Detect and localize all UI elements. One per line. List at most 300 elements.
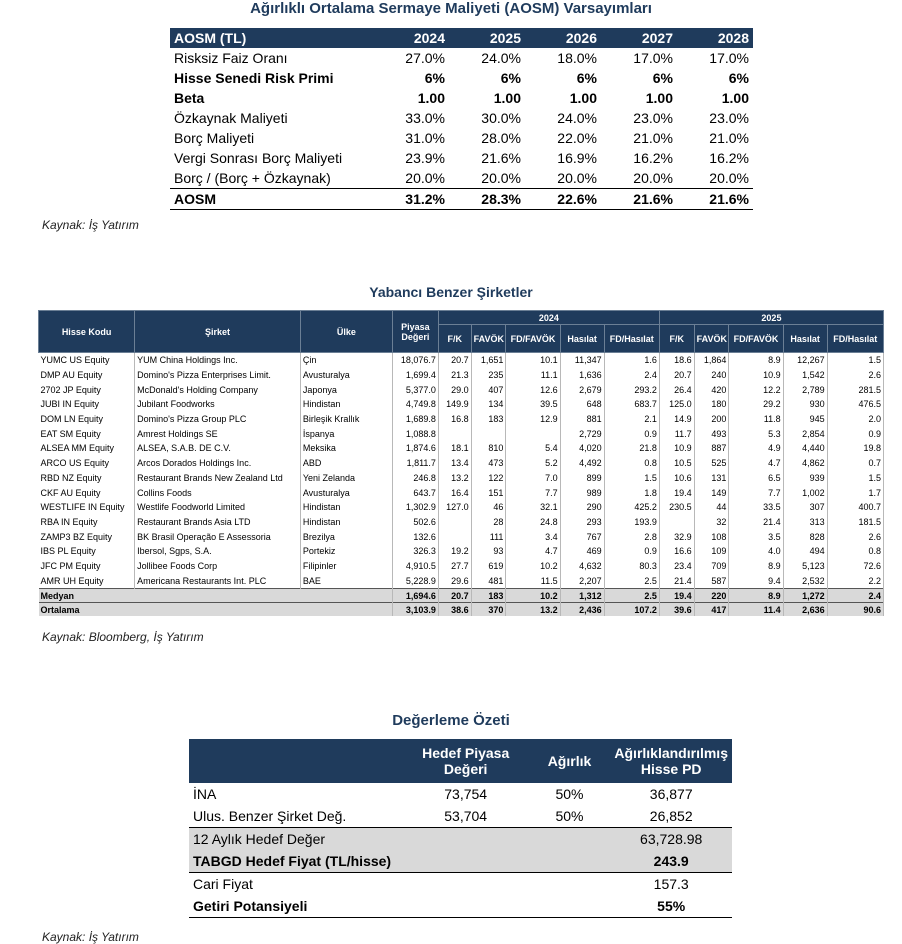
peer-value: 11.7 [659, 426, 694, 441]
peer-country: ABD [300, 456, 392, 471]
peer-row [39, 529, 884, 544]
wacc-title: Ağırlıklı Ortalama Sermaye Maliyeti (AOSM) Varsayımları [250, 0, 652, 17]
peer-value: 193.9 [604, 515, 659, 530]
peer-value: 4,910.5 [392, 559, 438, 574]
wacc-row-value: 1.00 [645, 90, 673, 106]
peer-ticker: RBA IN Equity [39, 515, 135, 530]
peer-average-value: 370 [471, 603, 506, 617]
peer-value: 281.5 [827, 382, 883, 397]
wacc-total-value: 21.6% [677, 189, 753, 210]
target-price-label: TABGD Hedef Fiyat (TL/hisse) [189, 850, 403, 873]
peer-median-value: 1,312 [560, 589, 604, 603]
peer-value: 293.2 [604, 382, 659, 397]
peer-country: Filipinler [300, 559, 392, 574]
peer-value: 8.9 [729, 559, 783, 574]
peer-value: 10.5 [659, 456, 694, 471]
peer-value: 828 [783, 529, 827, 544]
peer-ticker: JFC PM Equity [39, 559, 135, 574]
peer-value: 5.4 [506, 441, 560, 456]
wacc-row-value: 6% [500, 70, 521, 86]
peers-subheader: FD/Hasılat [604, 325, 659, 353]
peer-value: 7.7 [506, 485, 560, 500]
peer-median-value: 2.4 [827, 589, 883, 603]
peer-company: Jubilant Foodworks [135, 397, 301, 412]
peer-value: 2.4 [604, 368, 659, 383]
valuation-header-weighted: Ağırlıklandırılmış Hisse PD [610, 739, 732, 783]
wacc-row-value: 24.0% [481, 50, 521, 66]
valuation-row-weight: 50% [555, 786, 584, 802]
peers-header-country: Ülke [300, 311, 392, 353]
wacc-table [170, 28, 753, 210]
peer-value: 2,729 [560, 426, 604, 441]
wacc-row-value: 1.00 [721, 90, 749, 106]
peer-value: 32 [694, 515, 729, 530]
peer-row [39, 500, 884, 515]
peer-value: 21.4 [659, 573, 694, 588]
peers-header-row-1 [39, 311, 884, 325]
peer-company: McDonald's Holding Company [135, 382, 301, 397]
peer-value: 1,636 [560, 368, 604, 383]
peer-value: 19.4 [659, 485, 694, 500]
wacc-row [170, 88, 753, 108]
peer-ticker: ALSEA MM Equity [39, 441, 135, 456]
peer-value: 44 [694, 500, 729, 515]
valuation-row-value: 53,704 [444, 808, 488, 824]
peer-value: 881 [560, 412, 604, 427]
peer-value: 11.1 [506, 368, 560, 383]
peer-country: Brezilya [300, 529, 392, 544]
peer-value: 1,542 [783, 368, 827, 383]
wacc-row-value: 17.0% [633, 50, 673, 66]
peer-value: 481 [471, 573, 506, 588]
peer-median-label: Medyan [39, 589, 393, 603]
wacc-row-label: Risksiz Faiz Oranı [174, 50, 288, 66]
peer-row [39, 412, 884, 427]
peer-value: 132.6 [392, 529, 438, 544]
peer-row [39, 441, 884, 456]
wacc-row-label: Vergi Sonrası Borç Maliyeti [174, 150, 343, 166]
peer-median-value: 1,272 [783, 589, 827, 603]
wacc-row-value: 21.6% [481, 150, 521, 166]
peer-value: 181.5 [827, 515, 883, 530]
peer-value: 246.8 [392, 471, 438, 486]
peer-country: Avusturalya [300, 368, 392, 383]
wacc-row-value: 18.0% [557, 50, 597, 66]
valuation-source: Kaynak: İş Yatırım [42, 930, 139, 944]
peer-median-value: 19.4 [659, 589, 694, 603]
peer-median-value: 10.2 [506, 589, 560, 603]
peer-value: 240 [694, 368, 729, 383]
peer-value: 326.3 [392, 544, 438, 559]
peer-value: 20.7 [659, 368, 694, 383]
wacc-row-label: Beta [174, 90, 205, 106]
peer-value: 643.7 [392, 485, 438, 500]
peer-value: 1,302.9 [392, 500, 438, 515]
peer-value: 72.6 [827, 559, 883, 574]
wacc-row-value: 17.0% [709, 50, 749, 66]
peer-average-value: 90.6 [827, 603, 883, 617]
upside-value: 55% [610, 895, 732, 918]
peer-value: 1.7 [827, 485, 883, 500]
wacc-row-value: 16.9% [557, 150, 597, 166]
peer-value: 0.9 [604, 426, 659, 441]
peer-average-value: 11.4 [729, 603, 783, 617]
peer-value: 493 [694, 426, 729, 441]
peers-subheader: Hasılat [783, 325, 827, 353]
peer-value: 2.6 [827, 368, 883, 383]
peer-value: 183 [471, 412, 506, 427]
peer-value: 10.6 [659, 471, 694, 486]
peer-value: 29.6 [438, 573, 471, 588]
wacc-row-value: 20.0% [405, 170, 445, 186]
peer-value: 8.9 [729, 353, 783, 368]
peer-value: 4,440 [783, 441, 827, 456]
peer-ticker: EAT SM Equity [39, 426, 135, 441]
peer-value: 2.2 [827, 573, 883, 588]
peer-value: 494 [783, 544, 827, 559]
peer-row [39, 485, 884, 500]
valuation-target-value-row [189, 828, 732, 851]
peer-value: 20.7 [438, 353, 471, 368]
valuation-upside-row [189, 895, 732, 918]
peer-company: YUM China Holdings Inc. [135, 353, 301, 368]
peer-value: 7.0 [506, 471, 560, 486]
wacc-row-value: 23.0% [633, 110, 673, 126]
peer-value: 810 [471, 441, 506, 456]
wacc-header-year: 2027 [601, 28, 677, 48]
peer-value: 5.3 [729, 426, 783, 441]
peer-value: 235 [471, 368, 506, 383]
peer-value: 21.4 [729, 515, 783, 530]
peer-value: 46 [471, 500, 506, 515]
peer-average-value: 2,436 [560, 603, 604, 617]
wacc-row-value: 6% [424, 70, 445, 86]
peer-value: 111 [471, 529, 506, 544]
wacc-row-value: 21.0% [709, 130, 749, 146]
peer-row [39, 471, 884, 486]
current-price-value: 157.3 [610, 873, 732, 896]
peer-value: 26.4 [659, 382, 694, 397]
peer-value: 80.3 [604, 559, 659, 574]
peers-subheader: F/K [659, 325, 694, 353]
wacc-row-value: 20.0% [481, 170, 521, 186]
peer-value: 108 [694, 529, 729, 544]
peer-value: 12.2 [729, 382, 783, 397]
peer-value [438, 426, 471, 441]
peer-value: 2,789 [783, 382, 827, 397]
peer-value: 10.1 [506, 353, 560, 368]
peer-ticker: RBD NZ Equity [39, 471, 135, 486]
peer-value: 587 [694, 573, 729, 588]
peer-value: 14.9 [659, 412, 694, 427]
wacc-row-value: 16.2% [633, 150, 673, 166]
peer-value: 23.4 [659, 559, 694, 574]
peer-ticker: DMP AU Equity [39, 368, 135, 383]
wacc-row-value: 21.0% [633, 130, 673, 146]
wacc-row-value: 1.00 [569, 90, 597, 106]
peer-value: 1.5 [827, 471, 883, 486]
wacc-header-year: 2025 [449, 28, 525, 48]
peer-value [438, 515, 471, 530]
peer-value: 502.6 [392, 515, 438, 530]
peer-value: 10.2 [506, 559, 560, 574]
valuation-row-value: 73,754 [444, 786, 488, 802]
wacc-row-value: 28.0% [481, 130, 521, 146]
wacc-row-value: 23.0% [709, 110, 749, 126]
peer-country: Japonya [300, 382, 392, 397]
peer-value: 2,854 [783, 426, 827, 441]
peer-company: Americana Restaurants Int. PLC [135, 573, 301, 588]
peer-value: 930 [783, 397, 827, 412]
peer-company: Restaurant Brands Asia LTD [135, 515, 301, 530]
peer-average-value: 107.2 [604, 603, 659, 617]
peer-value: 1,874.6 [392, 441, 438, 456]
peer-value: 10.9 [659, 441, 694, 456]
peer-value: 4,749.8 [392, 397, 438, 412]
peer-average-value: 39.6 [659, 603, 694, 617]
peer-company: ALSEA, S.A.B. DE C.V. [135, 441, 301, 456]
wacc-row-value: 1.00 [417, 90, 445, 106]
peer-value: 127.0 [438, 500, 471, 515]
peer-value: 19.8 [827, 441, 883, 456]
wacc-total-value: 31.2% [373, 189, 449, 210]
wacc-row-value: 22.0% [557, 130, 597, 146]
peer-value: 18.1 [438, 441, 471, 456]
valuation-title: Değerleme Özeti [392, 712, 510, 729]
peer-company: Domino's Pizza Enterprises Limit. [135, 368, 301, 383]
peers-subheader: FD/FAVÖK [506, 325, 560, 353]
peer-value: 18,076.7 [392, 353, 438, 368]
peer-value: 29.2 [729, 397, 783, 412]
peer-value: 4,862 [783, 456, 827, 471]
peer-value: 4,020 [560, 441, 604, 456]
peer-value: 5,123 [783, 559, 827, 574]
peer-value: 16.8 [438, 412, 471, 427]
peer-median-value: 1,694.6 [392, 589, 438, 603]
peer-value: 39.5 [506, 397, 560, 412]
peer-country: İspanya [300, 426, 392, 441]
peer-value: 19.2 [438, 544, 471, 559]
peer-value: 33.5 [729, 500, 783, 515]
wacc-total-label: AOSM [170, 189, 373, 210]
peer-row [39, 382, 884, 397]
wacc-total-value: 28.3% [449, 189, 525, 210]
peer-average-value: 38.6 [438, 603, 471, 617]
peer-value: 0.9 [827, 426, 883, 441]
peer-country: Yeni Zelanda [300, 471, 392, 486]
peer-value: 149 [694, 485, 729, 500]
peer-row [39, 573, 884, 588]
peer-value: 131 [694, 471, 729, 486]
peer-value: 13.2 [438, 471, 471, 486]
peer-value: 1.5 [604, 471, 659, 486]
peers-title: Yabancı Benzer Şirketler [369, 284, 533, 300]
wacc-row-value: 20.0% [709, 170, 749, 186]
peer-ticker: ARCO US Equity [39, 456, 135, 471]
peer-value: 1.8 [604, 485, 659, 500]
peer-value: 11.5 [506, 573, 560, 588]
current-price-label: Cari Fiyat [189, 873, 403, 896]
peer-row [39, 353, 884, 368]
valuation-row-weight: 50% [555, 808, 584, 824]
peer-value: 1,088.8 [392, 426, 438, 441]
wacc-header-year: 2024 [373, 28, 449, 48]
wacc-row [170, 68, 753, 88]
peer-average-label: Ortalama [39, 603, 393, 617]
peer-country: Hindistan [300, 500, 392, 515]
peer-median-row [39, 589, 884, 603]
wacc-row-value: 27.0% [405, 50, 445, 66]
wacc-row [170, 108, 753, 128]
peer-value: 4,632 [560, 559, 604, 574]
peer-value: 683.7 [604, 397, 659, 412]
peer-value: 7.7 [729, 485, 783, 500]
wacc-total-value: 22.6% [525, 189, 601, 210]
peer-value: 149.9 [438, 397, 471, 412]
valuation-table [189, 739, 732, 918]
peer-country: Meksika [300, 441, 392, 456]
peer-value: 122 [471, 471, 506, 486]
peer-value: 151 [471, 485, 506, 500]
wacc-header-year: 2028 [677, 28, 753, 48]
valuation-header-weight: Ağırlık [529, 739, 611, 783]
peer-value: 473 [471, 456, 506, 471]
peer-ticker: ZAMP3 BZ Equity [39, 529, 135, 544]
peer-country: Avusturalya [300, 485, 392, 500]
peer-ticker: DOM LN Equity [39, 412, 135, 427]
peer-value: 12.6 [506, 382, 560, 397]
peer-value: 4,492 [560, 456, 604, 471]
wacc-row-value: 33.0% [405, 110, 445, 126]
peer-average-value: 417 [694, 603, 729, 617]
peer-company: Arcos Dorados Holdings Inc. [135, 456, 301, 471]
peer-country: Birleşik Krallık [300, 412, 392, 427]
peer-value [438, 529, 471, 544]
peer-row [39, 559, 884, 574]
peer-row [39, 368, 884, 383]
peer-company: BK Brasil Operação E Assessoria [135, 529, 301, 544]
peer-value: 5.2 [506, 456, 560, 471]
peer-value: 2.6 [827, 529, 883, 544]
peers-subheader: FAVÖK [694, 325, 729, 353]
peer-value: 16.6 [659, 544, 694, 559]
peer-value: 1,699.4 [392, 368, 438, 383]
peer-value: 2.8 [604, 529, 659, 544]
peer-country: Çin [300, 353, 392, 368]
wacc-row-value: 6% [576, 70, 597, 86]
peer-value: 16.4 [438, 485, 471, 500]
peer-company: Collins Foods [135, 485, 301, 500]
peer-value: 425.2 [604, 500, 659, 515]
peer-value: 2,207 [560, 573, 604, 588]
wacc-header-row [170, 28, 753, 48]
peer-value: 887 [694, 441, 729, 456]
peer-value: 21.8 [604, 441, 659, 456]
peer-value: 0.8 [827, 544, 883, 559]
peers-subheader: FD/Hasılat [827, 325, 883, 353]
wacc-row [170, 148, 753, 168]
peer-value: 12,267 [783, 353, 827, 368]
peer-value: 313 [783, 515, 827, 530]
peer-company: Amrest Holdings SE [135, 426, 301, 441]
wacc-row-label: Borç Maliyeti [174, 130, 255, 146]
peer-row [39, 397, 884, 412]
wacc-row-value: 24.0% [557, 110, 597, 126]
peer-value: 29.0 [438, 382, 471, 397]
peer-value: 6.5 [729, 471, 783, 486]
wacc-row-value: 30.0% [481, 110, 521, 126]
peer-value: 3.4 [506, 529, 560, 544]
peer-ticker: AMR UH Equity [39, 573, 135, 588]
upside-label: Getiri Potansiyeli [189, 895, 403, 918]
peer-value: 767 [560, 529, 604, 544]
peer-value: 4.0 [729, 544, 783, 559]
peer-average-row [39, 603, 884, 617]
peers-subheader: Hasılat [560, 325, 604, 353]
peer-ticker: JUBI IN Equity [39, 397, 135, 412]
peer-value: 619 [471, 559, 506, 574]
peer-company: Jollibee Foods Corp [135, 559, 301, 574]
peer-value: 290 [560, 500, 604, 515]
peer-average-value: 2,636 [783, 603, 827, 617]
valuation-row-label: İNA [193, 786, 217, 802]
peer-median-value: 183 [471, 589, 506, 603]
peer-value: 469 [560, 544, 604, 559]
peer-value: 5,377.0 [392, 382, 438, 397]
peers-header-company: Şirket [135, 311, 301, 353]
peer-value: 945 [783, 412, 827, 427]
peer-value: 420 [694, 382, 729, 397]
peer-value: 230.5 [659, 500, 694, 515]
wacc-total-row [170, 189, 753, 210]
wacc-row-value: 20.0% [633, 170, 673, 186]
wacc-row-value: 6% [652, 70, 673, 86]
peer-value: 0.8 [604, 456, 659, 471]
peer-country: BAE [300, 573, 392, 588]
peer-value: 407 [471, 382, 506, 397]
wacc-row-value: 1.00 [493, 90, 521, 106]
peer-value: 1,864 [694, 353, 729, 368]
peer-value: 307 [783, 500, 827, 515]
peer-value: 28 [471, 515, 506, 530]
peer-value [659, 515, 694, 530]
peer-value: 1,811.7 [392, 456, 438, 471]
wacc-row [170, 48, 753, 68]
wacc-row [170, 168, 753, 189]
valuation-row-label: Ulus. Benzer Şirket Değ. [193, 808, 347, 824]
peer-value: 3.5 [729, 529, 783, 544]
peer-value: 0.7 [827, 456, 883, 471]
peer-average-value: 3,103.9 [392, 603, 438, 617]
valuation-header-target-mcap: Hedef Piyasa Değeri [403, 739, 529, 783]
peer-value: 12.9 [506, 412, 560, 427]
peer-value: 93 [471, 544, 506, 559]
peer-value: 21.3 [438, 368, 471, 383]
wacc-row-value: 31.0% [405, 130, 445, 146]
wacc-total-value: 21.6% [601, 189, 677, 210]
wacc-row-value: 20.0% [557, 170, 597, 186]
peer-value [506, 426, 560, 441]
peers-table [38, 310, 884, 616]
wacc-row-label: Hisse Senedi Risk Primi [174, 70, 334, 86]
peer-value: 9.4 [729, 573, 783, 588]
peer-value: 989 [560, 485, 604, 500]
peer-median-value: 2.5 [604, 589, 659, 603]
peer-value: 400.7 [827, 500, 883, 515]
peer-value: 4.7 [729, 456, 783, 471]
peer-value: 2.1 [604, 412, 659, 427]
peer-company: Domino's Pizza Group PLC [135, 412, 301, 427]
